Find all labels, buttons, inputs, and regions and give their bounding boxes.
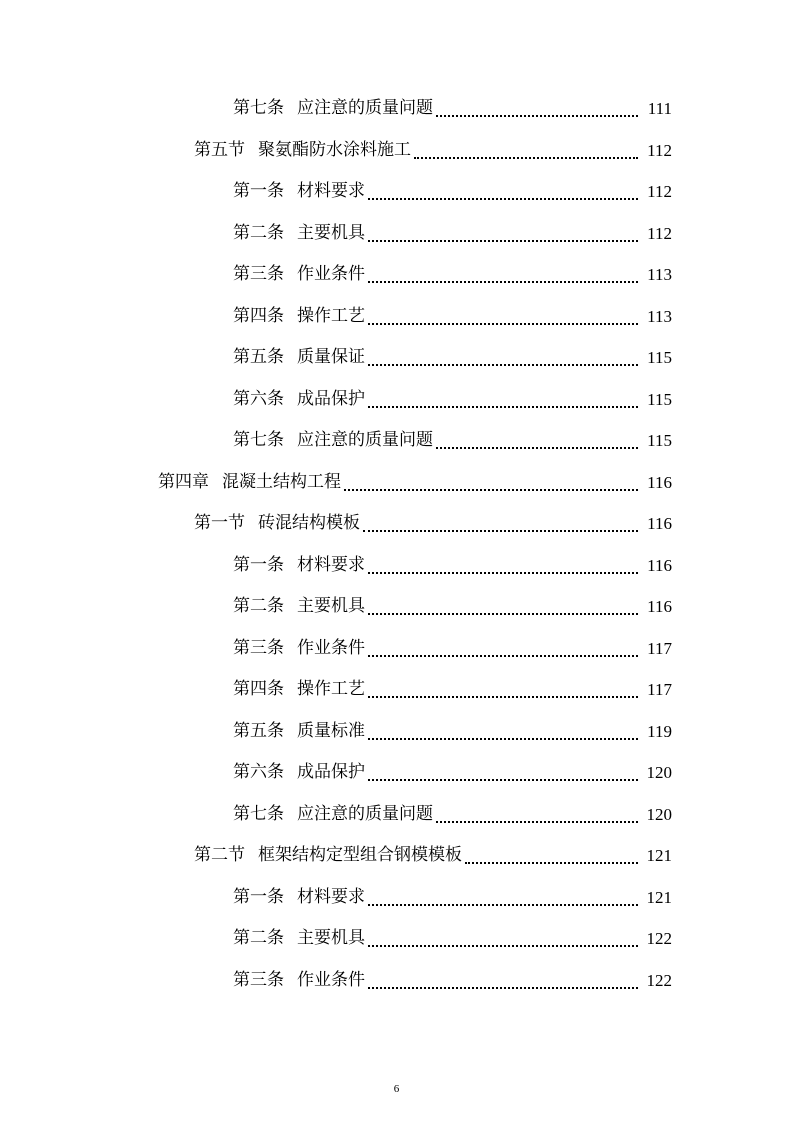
toc-entry[interactable]: [0, 337, 672, 379]
toc-entry-page: 120: [646, 763, 672, 782]
toc-entry-page: 117: [647, 680, 672, 699]
toc-entry[interactable]: [0, 960, 672, 1002]
toc-entry[interactable]: [0, 711, 672, 753]
toc-dot-leader: [368, 322, 638, 325]
toc-entry-title: 作业条件: [297, 264, 365, 284]
toc-entry[interactable]: [0, 877, 672, 919]
toc-entry-label: 第七条: [233, 98, 284, 118]
toc-entry-page: 115: [647, 389, 672, 409]
toc-entry[interactable]: [0, 213, 672, 255]
toc-dot-leader: [368, 571, 638, 574]
table-of-contents: [0, 88, 793, 1001]
toc-entry-label: 第六条: [233, 762, 284, 782]
toc-dot-leader: [368, 239, 638, 242]
toc-entry-title: 材料要求: [297, 181, 365, 201]
toc-entry[interactable]: [0, 503, 672, 545]
toc-entry-title: 成品保护: [297, 762, 365, 782]
toc-entry-page: 120: [646, 804, 672, 824]
toc-dot-leader: [368, 612, 638, 615]
toc-entry-title: 质量标准: [297, 720, 365, 741]
toc-entry-label: 第七条: [233, 430, 284, 450]
toc-entry[interactable]: [0, 171, 672, 213]
toc-entry-page: 113: [647, 306, 672, 326]
toc-entry-label: 第一条: [233, 886, 284, 907]
toc-entry[interactable]: [0, 835, 672, 877]
toc-entry-page: 112: [647, 223, 672, 243]
toc-entry-page: 116: [647, 555, 672, 575]
toc-entry-page: 115: [647, 431, 672, 450]
toc-entry-label: 第一条: [233, 181, 284, 201]
toc-entry-page: 121: [646, 846, 672, 865]
toc-entry-label: 第二条: [233, 596, 284, 616]
toc-dot-leader: [368, 280, 638, 283]
toc-entry-title: 应注意的质量问题: [297, 430, 433, 450]
toc-entry-title: 成品保护: [297, 388, 365, 409]
toc-dot-leader: [414, 156, 638, 159]
toc-dot-leader: [436, 446, 638, 449]
toc-entry-page: 122: [646, 929, 672, 948]
toc-entry-title: 材料要求: [297, 886, 365, 907]
toc-dot-leader: [368, 778, 638, 781]
toc-entry-page: 115: [647, 348, 672, 367]
toc-dot-leader: [465, 861, 638, 864]
toc-entry[interactable]: [0, 130, 672, 172]
toc-dot-leader: [368, 363, 638, 366]
toc-entry-page: 112: [647, 182, 672, 201]
toc-entry[interactable]: [0, 628, 672, 670]
toc-entry-label: 第一节: [194, 513, 245, 533]
toc-entry-label: 第二条: [233, 928, 284, 948]
toc-entry[interactable]: [0, 379, 672, 421]
toc-entry-title: 主要机具: [297, 928, 365, 948]
toc-entry[interactable]: [0, 254, 672, 296]
toc-entry-page: 112: [647, 140, 672, 160]
toc-dot-leader: [344, 488, 638, 491]
toc-dot-leader: [368, 695, 638, 698]
toc-entry-label: 第三条: [233, 264, 284, 284]
toc-dot-leader: [368, 405, 638, 408]
toc-entry-label: 第四条: [233, 305, 284, 326]
toc-dot-leader: [436, 114, 638, 117]
toc-entry-label: 第四章: [158, 471, 209, 492]
toc-entry-label: 第五节: [194, 139, 245, 160]
toc-entry-page: 111: [647, 99, 672, 118]
toc-entry-label: 第五条: [233, 347, 284, 367]
toc-entry-page: 122: [646, 970, 672, 990]
toc-entry[interactable]: [0, 88, 672, 130]
toc-entry-title: 主要机具: [297, 596, 365, 616]
toc-entry-title: 材料要求: [297, 554, 365, 575]
toc-entry[interactable]: [0, 586, 672, 628]
toc-entry-title: 作业条件: [297, 637, 365, 658]
toc-entry-label: 第五条: [233, 720, 284, 741]
toc-entry-label: 第七条: [233, 803, 284, 824]
toc-entry[interactable]: [0, 669, 672, 711]
toc-dot-leader: [368, 737, 638, 740]
toc-entry-page: 116: [647, 472, 672, 492]
toc-entry-page: 116: [647, 597, 672, 616]
toc-entry-title: 质量保证: [297, 347, 365, 367]
toc-entry-page: 119: [647, 721, 672, 741]
toc-entry-title: 作业条件: [297, 969, 365, 990]
toc-entry-title: 操作工艺: [297, 679, 365, 699]
toc-entry-label: 第二条: [233, 222, 284, 243]
toc-entry-title: 框架结构定型组合钢模模板: [258, 845, 462, 865]
toc-dot-leader: [368, 944, 638, 947]
toc-entry-label: 第四条: [233, 679, 284, 699]
toc-entry-title: 聚氨酯防水涂料施工: [258, 139, 411, 160]
toc-entry-page: 116: [647, 514, 672, 533]
toc-entry-label: 第六条: [233, 388, 284, 409]
toc-entry-title: 应注意的质量问题: [297, 803, 433, 824]
toc-entry-page: 121: [646, 887, 672, 907]
toc-entry[interactable]: [0, 545, 672, 587]
toc-entry-label: 第一条: [233, 554, 284, 575]
toc-entry-label: 第三条: [233, 969, 284, 990]
toc-dot-leader: [368, 654, 638, 657]
toc-entry-label: 第二节: [194, 845, 245, 865]
toc-entry-page: 117: [647, 638, 672, 658]
toc-entry[interactable]: [0, 918, 672, 960]
toc-entry[interactable]: [0, 420, 672, 462]
toc-dot-leader: [368, 986, 638, 989]
toc-entry-title: 主要机具: [297, 222, 365, 243]
toc-entry[interactable]: [0, 462, 672, 504]
toc-entry-title: 应注意的质量问题: [297, 98, 433, 118]
toc-entry[interactable]: [0, 752, 672, 794]
toc-entry-label: 第三条: [233, 637, 284, 658]
toc-entry[interactable]: [0, 296, 672, 338]
toc-dot-leader: [363, 529, 638, 532]
toc-dot-leader: [436, 820, 638, 823]
toc-dot-leader: [368, 903, 638, 906]
toc-dot-leader: [368, 197, 638, 200]
toc-entry-title: 操作工艺: [297, 305, 365, 326]
toc-entry-page: 113: [647, 265, 672, 284]
toc-entry-title: 混凝土结构工程: [222, 471, 341, 492]
toc-entry[interactable]: [0, 794, 672, 836]
toc-entry-title: 砖混结构模板: [258, 513, 360, 533]
page-number: 6: [393, 1083, 400, 1095]
